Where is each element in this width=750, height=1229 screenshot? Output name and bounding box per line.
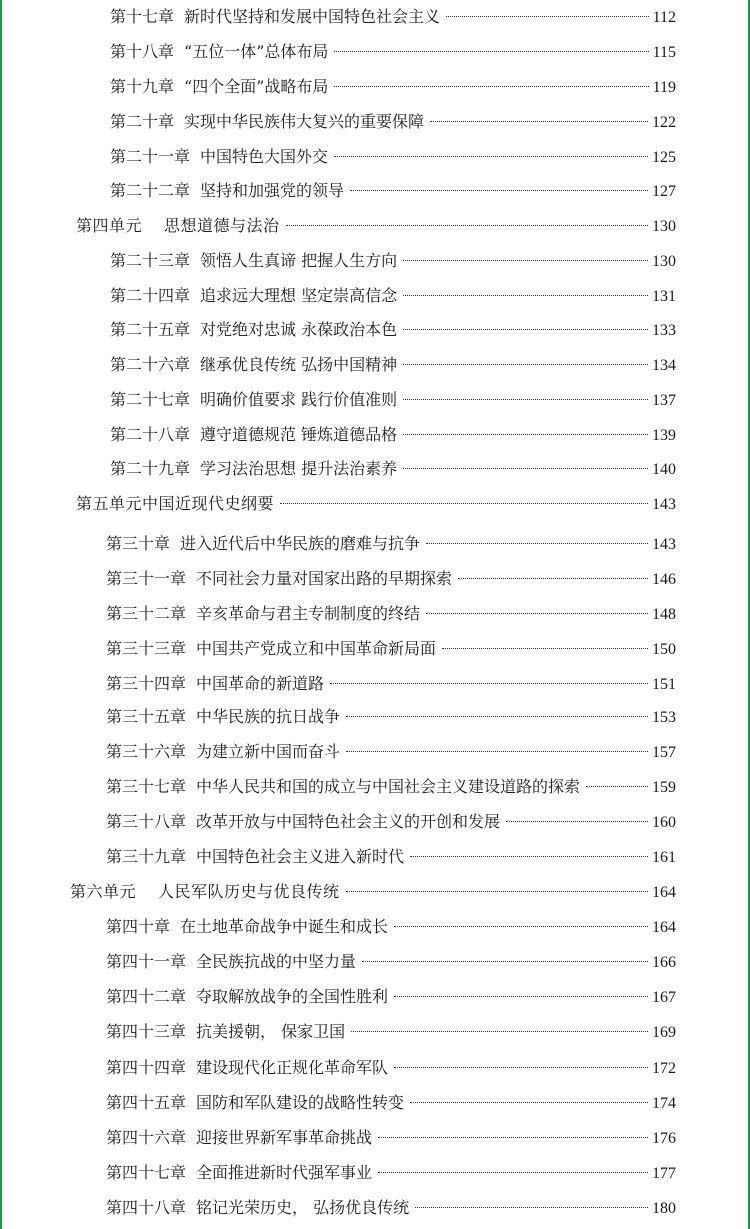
toc-page-number: 153 (652, 709, 676, 726)
toc-page-number: 180 (652, 1200, 676, 1217)
toc-entry-number: 第三十九章 (106, 847, 187, 866)
toc-dot-leader (403, 295, 648, 296)
toc-entry-number: 第四十五章 (106, 1093, 187, 1112)
toc-chapter-entry[interactable] (106, 1054, 676, 1082)
toc-entry-title: 继承优良传统 弘扬中国精神 (200, 355, 398, 374)
toc-entry-title: 为建立新中国而奋斗 (196, 742, 341, 761)
toc-entry-title: 中华人民共和国的成立与中国社会主义建设道路的探索 (196, 777, 581, 796)
toc-entry-number: 第十八章 (110, 42, 175, 61)
toc-dot-leader (426, 543, 648, 544)
toc-chapter-entry[interactable] (110, 73, 676, 101)
toc-chapter-entry[interactable] (106, 565, 676, 593)
toc-page-number: 131 (652, 288, 676, 305)
toc-entry-label (110, 351, 397, 379)
toc-chapter-entry[interactable] (110, 3, 676, 31)
toc-page-number: 130 (652, 253, 676, 270)
toc-entry-label (110, 38, 328, 66)
toc-page-number: 133 (652, 322, 676, 339)
toc-dot-leader (286, 225, 648, 226)
toc-entry-number: 第三十七章 (106, 777, 187, 796)
toc-entry-title: 铭记光荣历史， 弘扬优良传统 (196, 1198, 410, 1217)
toc-entry-title: 追求远大理想 坚定崇高信念 (200, 286, 398, 305)
toc-entry-title: 抗美援朝， 保家卫国 (196, 1022, 346, 1041)
toc-entry-label (106, 1124, 372, 1152)
toc-entry-label (70, 878, 340, 906)
toc-chapter-entry[interactable] (106, 670, 676, 698)
toc-dot-leader (334, 156, 648, 157)
toc-unit-entry[interactable] (76, 212, 676, 240)
toc-entry-number: 第四十六章 (106, 1128, 187, 1147)
toc-entry-number: 第四单元 (76, 216, 143, 235)
toc-entry-label (106, 1089, 404, 1117)
toc-dot-leader (330, 683, 648, 684)
toc-page-number: 125 (652, 149, 676, 166)
toc-entry-title: 全面推进新时代强军事业 (196, 1163, 373, 1182)
toc-page-number: 148 (652, 606, 676, 623)
toc-dot-leader (403, 468, 648, 469)
toc-chapter-entry[interactable] (106, 948, 676, 976)
toc-entry-label (110, 455, 397, 483)
toc-chapter-entry[interactable] (106, 983, 676, 1011)
toc-entry-title: 夺取解放战争的全国性胜利 (196, 987, 389, 1006)
toc-page-number: 172 (652, 1060, 676, 1077)
toc-dot-leader (378, 1137, 648, 1138)
toc-entry-title: 坚持和加强党的领导 (200, 181, 345, 200)
toc-chapter-entry[interactable] (110, 38, 676, 66)
toc-page-number: 159 (652, 779, 676, 796)
toc-entry-label (106, 808, 500, 836)
toc-entry-title: 新时代坚持和发展中国特色社会主义 (184, 7, 441, 26)
toc-entry-label (110, 3, 440, 31)
toc-entry-title: 在土地革命战争中诞生和成长 (180, 917, 389, 936)
toc-entry-title: 国防和军队建设的战略性转变 (196, 1093, 405, 1112)
toc-dot-leader (410, 856, 648, 857)
toc-entry-label (106, 948, 356, 976)
toc-entry-title: “四个全面”战略布局 (184, 77, 329, 96)
toc-entry-title: 迎接世界新军事革命挑战 (196, 1128, 373, 1147)
toc-entry-label (106, 600, 420, 628)
toc-entry-title: 思想道德与法治 (164, 216, 280, 235)
toc-page-number: 177 (652, 1165, 676, 1182)
toc-entry-label (106, 738, 340, 766)
toc-entry-title: 对党绝对忠诚 永葆政治本色 (200, 320, 398, 339)
toc-entry-label (106, 1018, 345, 1046)
toc-entry-number: 第三十三章 (106, 639, 187, 658)
toc-dot-leader (403, 329, 648, 330)
toc-entry-number: 第六单元 (70, 882, 137, 901)
toc-entry-label (106, 1159, 372, 1187)
toc-entry-number: 第十九章 (110, 77, 175, 96)
toc-entry-title: 学习法治思想 提升法治素养 (200, 459, 398, 478)
toc-page-number: 160 (652, 814, 676, 831)
toc-entry-number: 第二十九章 (110, 459, 191, 478)
toc-entry-number: 第四十一章 (106, 952, 187, 971)
toc-entry-number: 第三十章 (106, 534, 171, 553)
toc-entry-title: 中国革命的新道路 (196, 674, 325, 693)
toc-dot-leader (403, 434, 648, 435)
toc-entry-number: 第四十八章 (106, 1198, 187, 1217)
toc-entry-label (106, 703, 340, 731)
toc-entry-label (110, 73, 328, 101)
toc-dot-leader (394, 1067, 648, 1068)
toc-entry-title: 中华民族的抗日战争 (196, 707, 341, 726)
toc-page-number: 140 (652, 461, 676, 478)
toc-chapter-entry[interactable] (106, 1194, 676, 1222)
toc-dot-leader (446, 16, 649, 17)
toc-chapter-entry[interactable] (110, 316, 676, 344)
toc-dot-leader (403, 364, 648, 365)
toc-entry-title: 明确价值要求 践行价值准则 (200, 390, 398, 409)
toc-chapter-entry[interactable] (110, 455, 676, 483)
toc-chapter-entry[interactable] (106, 773, 676, 801)
toc-page-number: 164 (652, 919, 676, 936)
toc-entry-title: 改革开放与中国特色社会主义的开创和发展 (196, 812, 501, 831)
toc-entry-number: 第五单元 (76, 494, 143, 513)
toc-entry-label (106, 635, 436, 663)
toc-entry-number: 第四十三章 (106, 1022, 187, 1041)
toc-chapter-entry[interactable] (106, 843, 676, 871)
toc-dot-leader (442, 648, 648, 649)
toc-chapter-entry[interactable] (110, 247, 676, 275)
toc-dot-leader (415, 1207, 648, 1208)
toc-entry-title: 中国近现代史纲要 (142, 494, 275, 513)
toc-entry-title: 实现中华民族伟大复兴的重要保障 (184, 112, 425, 131)
toc-dot-leader (403, 260, 648, 261)
toc-entry-label (76, 212, 280, 240)
toc-dot-leader (346, 751, 648, 752)
toc-page-number: 115 (652, 44, 676, 61)
toc-dot-leader (350, 190, 648, 191)
toc-dot-leader (334, 86, 648, 87)
toc-entry-label (106, 1194, 409, 1222)
toc-unit-entry[interactable] (70, 878, 676, 906)
toc-entry-label (110, 108, 424, 136)
toc-entry-title: 进入近代后中华民族的磨难与抗争 (180, 534, 421, 553)
toc-page-number: 137 (652, 392, 676, 409)
toc-dot-leader (394, 926, 648, 927)
toc-chapter-entry[interactable] (110, 108, 676, 136)
toc-entry-label (110, 143, 328, 171)
toc-entry-title: 中国特色大国外交 (200, 147, 329, 166)
toc-entry-number: 第十七章 (110, 7, 175, 26)
toc-chapter-entry[interactable] (106, 808, 676, 836)
toc-chapter-entry[interactable] (106, 738, 676, 766)
toc-entry-label (106, 670, 324, 698)
toc-dot-leader (430, 121, 648, 122)
toc-dot-leader (346, 891, 648, 892)
toc-entry-number: 第三十四章 (106, 674, 187, 693)
toc-dot-leader (346, 716, 648, 717)
toc-dot-leader (351, 1031, 648, 1032)
toc-page-number: 174 (652, 1095, 676, 1112)
toc-chapter-entry[interactable] (106, 635, 676, 663)
toc-chapter-entry[interactable] (106, 1159, 676, 1187)
toc-entry-label (110, 282, 397, 310)
toc-entry-number: 第二十二章 (110, 181, 191, 200)
toc-dot-leader (403, 399, 648, 400)
toc-entry-number: 第二十章 (110, 112, 175, 131)
toc-chapter-entry[interactable] (110, 177, 676, 205)
toc-page-number: 127 (652, 183, 676, 200)
toc-chapter-entry[interactable] (106, 913, 676, 941)
toc-entry-title: 中国特色社会主义进入新时代 (196, 847, 405, 866)
toc-entry-number: 第三十一章 (106, 569, 187, 588)
toc-entry-number: 第二十三章 (110, 251, 191, 270)
toc-entry-label (106, 773, 580, 801)
toc-page-number: 164 (652, 884, 676, 901)
toc-entry-title: 遵守道德规范 锤炼道德品格 (200, 425, 398, 444)
toc-page-number: 122 (652, 114, 676, 131)
toc-entry-number: 第二十八章 (110, 425, 191, 444)
toc-entry-label (106, 913, 388, 941)
toc-entry-title: 领悟人生真谛 把握人生方向 (200, 251, 398, 270)
toc-entry-number: 第四十四章 (106, 1058, 187, 1077)
toc-entry-label (110, 386, 397, 414)
toc-entry-label (110, 421, 397, 449)
toc-entry-number: 第二十七章 (110, 390, 191, 409)
toc-entry-label (110, 316, 397, 344)
toc-dot-leader (426, 613, 648, 614)
toc-entry-label (110, 177, 344, 205)
toc-entry-number: 第二十五章 (110, 320, 191, 339)
toc-entry-title: 不同社会力量对国家出路的早期探索 (196, 569, 453, 588)
toc-entry-label (106, 565, 452, 593)
toc-page-number: 146 (652, 571, 676, 588)
toc-page-number: 167 (652, 989, 676, 1006)
toc-dot-leader (458, 578, 648, 579)
toc-dot-leader (362, 961, 648, 962)
toc-entry-title: 建设现代化正规化革命军队 (196, 1058, 389, 1077)
toc-chapter-entry[interactable] (106, 1089, 676, 1117)
toc-entry-label (110, 247, 397, 275)
toc-page-number: 157 (652, 744, 676, 761)
toc-page-number: 176 (652, 1130, 676, 1147)
toc-dot-leader (280, 503, 648, 504)
toc-entry-number: 第二十四章 (110, 286, 191, 305)
toc-page-number: 151 (652, 676, 676, 693)
toc-dot-leader (378, 1172, 648, 1173)
toc-page-number: 134 (652, 357, 676, 374)
toc-entry-title: “五位一体”总体布局 (184, 42, 329, 61)
toc-chapter-entry[interactable] (106, 1018, 676, 1046)
toc-entry-number: 第四十章 (106, 917, 171, 936)
toc-entry-number: 第三十五章 (106, 707, 187, 726)
toc-dot-leader (586, 786, 648, 787)
toc-chapter-entry[interactable] (106, 530, 676, 558)
toc-entry-title: 人民军队历史与优良传统 (158, 882, 340, 901)
toc-entry-label (76, 490, 274, 518)
toc-entry-label (106, 983, 388, 1011)
toc-page-number: 130 (652, 218, 676, 235)
toc-chapter-entry[interactable] (110, 282, 676, 310)
toc-entry-number: 第三十八章 (106, 812, 187, 831)
toc-chapter-entry[interactable] (110, 421, 676, 449)
toc-page-number: 169 (652, 1024, 676, 1041)
toc-unit-entry[interactable] (76, 490, 676, 518)
toc-chapter-entry[interactable] (110, 386, 676, 414)
toc-entry-title: 全民族抗战的中坚力量 (196, 952, 357, 971)
toc-page-number: 166 (652, 954, 676, 971)
toc-page-number: 161 (652, 849, 676, 866)
toc-entry-label (106, 530, 420, 558)
toc-chapter-entry[interactable] (110, 351, 676, 379)
toc-entry-title: 中国共产党成立和中国革命新局面 (196, 639, 437, 658)
toc-chapter-entry[interactable] (110, 143, 676, 171)
toc-entry-label (106, 843, 404, 871)
toc-page-number: 143 (652, 536, 676, 553)
toc-dot-leader (506, 821, 648, 822)
toc-dot-leader (334, 51, 648, 52)
toc-page-number: 143 (652, 496, 676, 513)
toc-entry-title: 辛亥革命与君主专制制度的终结 (196, 604, 421, 623)
toc-entry-number: 第三十二章 (106, 604, 187, 623)
toc-entry-number: 第二十六章 (110, 355, 191, 374)
toc-chapter-entry[interactable] (106, 703, 676, 731)
toc-entry-number: 第三十六章 (106, 742, 187, 761)
toc-chapter-entry[interactable] (106, 1124, 676, 1152)
toc-page-number: 119 (652, 79, 676, 96)
toc-dot-leader (410, 1102, 648, 1103)
toc-entry-label (106, 1054, 388, 1082)
toc-entry-number: 第四十七章 (106, 1163, 187, 1182)
toc-chapter-entry[interactable] (106, 600, 676, 628)
toc-entry-number: 第二十一章 (110, 147, 191, 166)
toc-dot-leader (394, 996, 648, 997)
toc-page-number: 139 (652, 427, 676, 444)
toc-page-number: 150 (652, 641, 676, 658)
toc-entry-number: 第四十二章 (106, 987, 187, 1006)
toc-page-number: 112 (652, 9, 676, 26)
